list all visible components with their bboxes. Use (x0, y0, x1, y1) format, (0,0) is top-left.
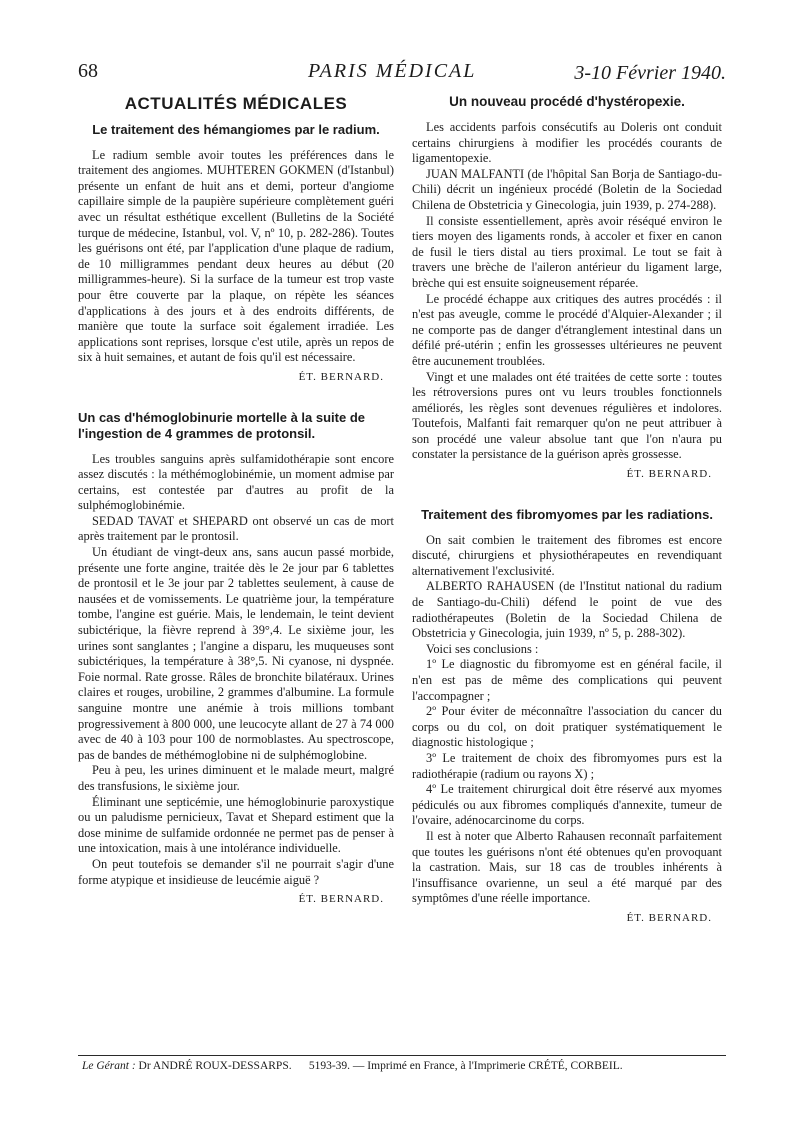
footer-gerant-name: Dr ANDRÉ ROUX-DESSARPS. (138, 1060, 292, 1072)
article-paragraph: 3º Le traitement de choix des fibromyomes purs est la radiothérapie (radium ou rayons X) ; (412, 750, 722, 781)
article-paragraph: Les accidents parfois consécutifs au Doleris ont conduit certains chirurgiens à modifier les procédés courants de ligamentopexie. (412, 120, 722, 166)
article-paragraph: 1º Le diagnostic du fibromyome est en général facile, il n'en est pas de même des complications qui peuvent l'accompagner ; (412, 657, 722, 703)
right-column (412, 94, 722, 951)
article-paragraph: Un étudiant de vingt-deux ans, sans aucun passé morbide, présente une forte angine, traitée dès le 2e jour par 6 tablettes de prontosil et le 3e jour par 2 tablettes seulement, à cause de nausées et de vomissements. Le quatrième jour, la température tombe, l'angine est guérie. Mais, le lendemain, le teint devient subictérique, la fièvre reprend à 39°,4. Le sixième jour, les urines sont sanglantes ; l'angine a disparu, les muqueuses sont subictériques, la température à 38°,5. Ni cyanose, ni dyspnée. Foie normal. Rate grosse. Râles de bronchite bilatéraux. Urines claires et rouges, urobiline, 2 grammes d'albumine. La formule sanguine montre une anémie à trois millions tombant progressivement à 800 000, une leucocyte allant de 27 à 74 000 avec de 40 à 103 pour 100 de normoblastes. Au spectroscope, pas de bandes de méthémoglobine ni de sulphémoglobine. (78, 545, 394, 762)
article-title: Traitement des fibromyomes par les radiations. (421, 506, 713, 522)
journal-title: PARIS MÉDICAL (308, 60, 477, 82)
article-paragraph: Peu à peu, les urines diminuent et le malade meurt, malgré des transfusions, le sixième jour. (78, 763, 394, 793)
footer-printer: 5193-39. — Imprimé en France, à l'Imprimerie CRÉTÉ, CORBEIL. (308, 1060, 623, 1072)
article-hysteropexie (412, 94, 722, 483)
section-rubric: ACTUALITÉS MÉDICALES (124, 94, 348, 113)
article-title: Le traitement des hémangiomes par le radium. (92, 121, 380, 137)
article-paragraph: 4º Le traitement chirurgical doit être réservé aux myomes pédiculés ou aux fibromes compliqués d'annexite, tumeur de l'ovaire, adénocarcinome du corps. (412, 782, 722, 828)
article-paragraph: Le radium semble avoir toutes les préférences dans le traitement des angiomes. MUHTEREN GOKMEN (d'Istanbul) présente un enfant de huit ans et demi, porteur d'angiome capillaire simple de la paupière supérieure complètement guéri avec un résultat esthétique excellent (Bulletins de la Société turque de médecine, Istanbul, vol. V, nº 10, p. 282-286). Toutes les guérisons ont été, par l'application d'une plaque de radium, de 10 milligrammes pendant deux heures au début (20 milligrammes-heure). Si la surface de la tumeur est trop vaste pour être couverte par la plaque, on répète les séances d'applications à des jours et à des endroits différents, de manière que toute la surface soit également irradiée. Les applications sont reprises, lorsque c'est utile, après un repos de six à huit semaines, et autant de fois qu'il est nécessaire. (78, 147, 394, 365)
article-paragraph: On peut toutefois se demander s'il ne pourrait s'agir d'une forme atypique et insidieuse de leucémie aiguë ? (78, 856, 394, 887)
article-paragraph: Les troubles sanguins après sulfamidothérapie sont encore assez discutés : la méthémoglobinémie, un moment admise par certains, est contestée par d'autres au profit de la sulphémoglobinémie. (78, 451, 394, 513)
article-fibromyomes (412, 507, 722, 927)
article-paragraph: JUAN MALFANTI (de l'hôpital San Borja de Santiago-du-Chili) décrit un ingénieux procédé (Boletin de la Sociedad Chilena de Obstetricia y Ginecologia, juin 1939, p. 274-288). (412, 166, 722, 212)
article-paragraph: Voici ses conclusions : (426, 641, 539, 656)
article-signature: ÉT. BERNARD. (298, 893, 384, 906)
footer-gerant-label: Le Gérant : (82, 1060, 136, 1072)
running-header (78, 58, 726, 92)
article-title: Un nouveau procédé d'hystéropexie. (449, 94, 685, 109)
article-paragraph: Il est à noter que Alberto Rahausen reconnaît parfaitement que toutes les guérisons n'ont été obtenues qu'en provoquant la castration. Mais, sur 18 cas de troubles inhérents à l'insuffisance ovarienne, un seul a été marqué par des symptômes d'une réelle importance. (412, 828, 722, 906)
left-column (78, 94, 394, 932)
page-number: 68 (78, 60, 98, 82)
article-paragraph: Vingt et une malades ont été traitées de cette sorte : toutes les rétroversions pures ont vu leurs troubles fonctionnels améliorés, les règles sont devenues régulières et indolores. Toutefois, Malfanti fait remarquer qu'on ne peut attribuer à son procédé une valeur absolue tant que l'on n'aura pu constater la persistance de la guérison après grossesse. (412, 369, 722, 462)
issue-date: 3-10 Février 1940. (574, 62, 726, 84)
article-hemoglobinurie (78, 410, 394, 908)
article-paragraph: Il consiste essentiellement, après avoir réséqué environ le tiers moyen des ligaments ronds, à accoler et fixer en canon de fusil le tiers distal au tiers proximal. Le tout se fait à travers une brèche de l'aileron antérieur du ligament large, brèche qui est ensuite soigneusement réparée. (412, 213, 722, 290)
article-hemangiomes (78, 122, 394, 386)
article-signature: ÉT. BERNARD. (298, 370, 384, 383)
article-title: Un cas d'hémoglobinurie mortelle à la suite de l'ingestion de 4 grammes de protonsil. (78, 409, 365, 441)
footer-rule (78, 1055, 726, 1056)
article-paragraph: Éliminant une septicémie, une hémoglobinurie paroxystique ou un paludisme pernicieux, Tavat et Shepard estiment que la dose minime de sulfamide ordonnée ne permet pas de penser à une intoxication, mais à une intolérance individuelle. (78, 794, 394, 856)
article-paragraph: SEDAD TAVAT et SHEPARD ont observé un cas de mort après traitement par le prontosil. (78, 513, 394, 544)
article-paragraph: Le procédé échappe aux critiques des autres procédés : il n'est pas aveugle, comme le procédé d'Alquier-Alexander ; il ne comporte pas de danger d'étranglement intestinal dans un défilé pré-utérin ; enfin les grossesses ultérieures ne peuvent être aucunement troublées. (412, 291, 722, 368)
article-signature: ÉT. BERNARD. (626, 468, 712, 481)
article-signature: ÉT. BERNARD. (626, 911, 712, 924)
article-paragraph: ALBERTO RAHAUSEN (de l'Institut national du radium de Santiago-du-Chili) défend le point de vue des radiothérapeutes (Boletin de la Sociedad Chilena de Obstetricia y Ginecologia, juin 1939, nº 5, p. 288-302). (412, 579, 722, 641)
article-paragraph: 2º Pour éviter de méconnaître l'association du cancer du corps ou du col, on doit pratiquer systématiquement le diagnostic histologique ; (412, 704, 722, 750)
page-footer (82, 1060, 722, 1072)
article-paragraph: On sait combien le traitement des fibromes est encore discuté, chirurgiens et physiothérapeutes en revendiquant alternativement l'exclusivité. (412, 532, 722, 578)
